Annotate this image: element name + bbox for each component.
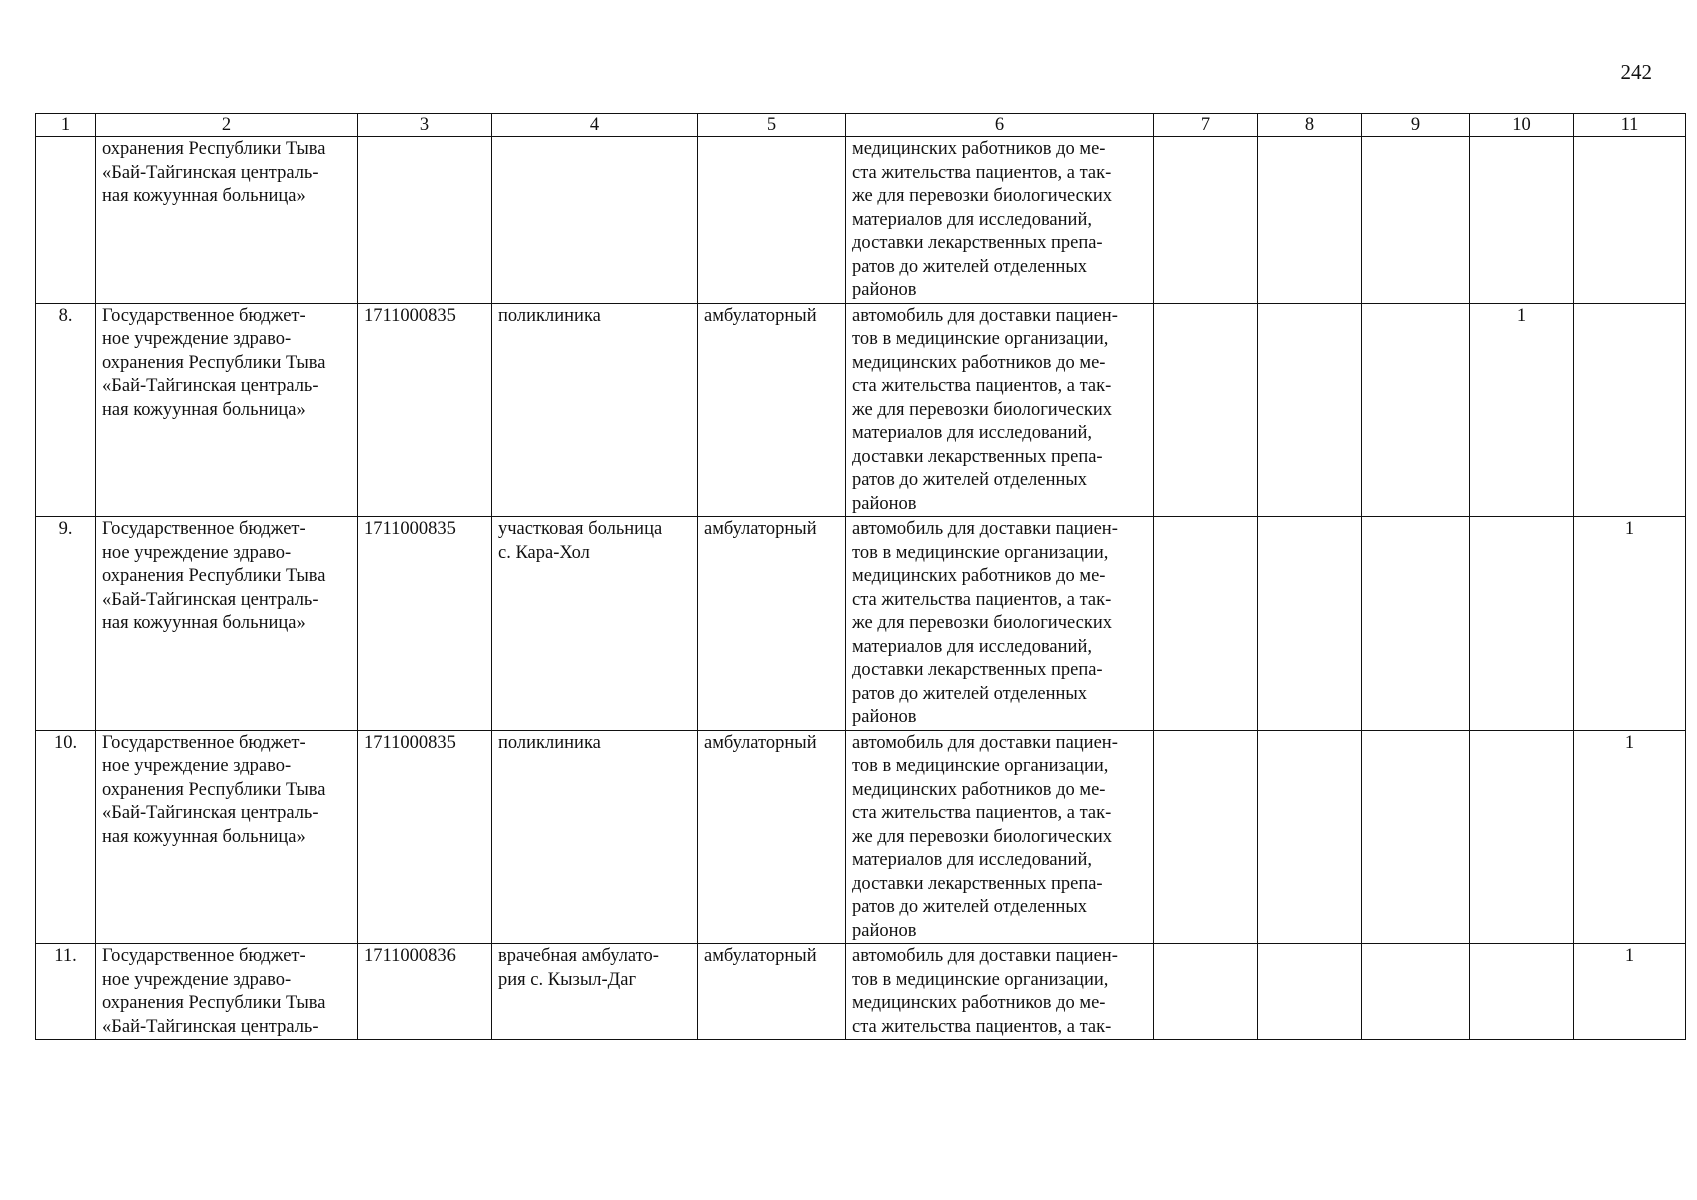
page-number: 242: [1620, 60, 1652, 84]
column-header: 10: [1470, 114, 1574, 137]
count-col-10-cell: [1470, 730, 1574, 944]
column-number-row: [36, 114, 1686, 137]
vehicle-purpose-cell: медицинских работников до ме- ста жительства пациентов, а так- же для перевозки биологических материалов для исследований, доставки лекарственных препа- ратов до жителей отделенных районов: [846, 137, 1154, 304]
column-header: 6: [846, 114, 1154, 137]
count-col-9-cell: [1362, 137, 1470, 304]
count-col-8-cell: [1258, 517, 1362, 731]
count-col-11-cell: 1: [1574, 730, 1686, 944]
row-number-cell: 11.: [36, 944, 96, 1040]
care-type-cell: [698, 137, 846, 304]
count-col-9-cell: [1362, 944, 1470, 1040]
vehicle-purpose-cell: автомобиль для доставки пациен- тов в медицинские организации, медицинских работников до ме- ста жительства пациентов, а так- же для перевозки биологических материалов для исследований, доставки лекарственных препа- ратов до жителей отделенных районов: [846, 303, 1154, 517]
count-col-9-cell: [1362, 303, 1470, 517]
table-row: [36, 137, 1686, 304]
organization-name-cell: Государственное бюджет- ное учреждение здраво- охранения Республики Тыва «Бай-Тайгинская централь- ная кожуунная больница»: [96, 303, 358, 517]
count-col-8-cell: [1258, 137, 1362, 304]
count-col-7-cell: [1154, 137, 1258, 304]
count-col-8-cell: [1258, 730, 1362, 944]
registry-table: [35, 113, 1686, 1040]
column-header: 4: [492, 114, 698, 137]
facility-type-cell: врачебная амбулато- рия с. Кызыл-Даг: [492, 944, 698, 1040]
care-type-cell: амбулаторный: [698, 517, 846, 731]
count-col-7-cell: [1154, 944, 1258, 1040]
column-header: 9: [1362, 114, 1470, 137]
organization-name-cell: охранения Республики Тыва «Бай-Тайгинская централь- ная кожуунная больница»: [96, 137, 358, 304]
inn-code-cell: 1711000835: [358, 517, 492, 731]
organization-name-cell: Государственное бюджет- ное учреждение здраво- охранения Республики Тыва «Бай-Тайгинская централь- ная кожуунная больница»: [96, 517, 358, 731]
column-header: 8: [1258, 114, 1362, 137]
count-col-9-cell: [1362, 730, 1470, 944]
facility-type-cell: [492, 137, 698, 304]
facility-type-cell: поликлиника: [492, 730, 698, 944]
inn-code-cell: 1711000835: [358, 303, 492, 517]
table-row: [36, 730, 1686, 944]
table-row: [36, 303, 1686, 517]
count-col-11-cell: [1574, 303, 1686, 517]
count-col-11-cell: 1: [1574, 944, 1686, 1040]
vehicle-purpose-cell: автомобиль для доставки пациен- тов в медицинские организации, медицинских работников до ме- ста жительства пациентов, а так- же для перевозки биологических материалов для исследований, доставки лекарственных препа- ратов до жителей отделенных районов: [846, 517, 1154, 731]
inn-code-cell: 1711000836: [358, 944, 492, 1040]
column-header: 5: [698, 114, 846, 137]
inn-code-cell: 1711000835: [358, 730, 492, 944]
column-header: 2: [96, 114, 358, 137]
facility-type-cell: поликлиника: [492, 303, 698, 517]
count-col-7-cell: [1154, 303, 1258, 517]
organization-name-cell: Государственное бюджет- ное учреждение здраво- охранения Республики Тыва «Бай-Тайгинская централь- ная кожуунная больница»: [96, 730, 358, 944]
organization-name-cell: Государственное бюджет- ное учреждение здраво- охранения Республики Тыва «Бай-Тайгинская централь-: [96, 944, 358, 1040]
vehicle-purpose-cell: автомобиль для доставки пациен- тов в медицинские организации, медицинских работников до ме- ста жительства пациентов, а так- же для перевозки биологических материалов для исследований, доставки лекарственных препа- ратов до жителей отделенных районов: [846, 730, 1154, 944]
count-col-10-cell: [1470, 944, 1574, 1040]
count-col-11-cell: [1574, 137, 1686, 304]
row-number-cell: [36, 137, 96, 304]
table-row: [36, 944, 1686, 1040]
count-col-10-cell: 1: [1470, 303, 1574, 517]
row-number-cell: 8.: [36, 303, 96, 517]
column-header: 3: [358, 114, 492, 137]
vehicle-purpose-cell: автомобиль для доставки пациен- тов в медицинские организации, медицинских работников до ме- ста жительства пациентов, а так-: [846, 944, 1154, 1040]
row-number-cell: 9.: [36, 517, 96, 731]
count-col-7-cell: [1154, 517, 1258, 731]
row-number-cell: 10.: [36, 730, 96, 944]
care-type-cell: амбулаторный: [698, 944, 846, 1040]
column-header: 1: [36, 114, 96, 137]
column-header: 11: [1574, 114, 1686, 137]
count-col-10-cell: [1470, 517, 1574, 731]
column-header: 7: [1154, 114, 1258, 137]
count-col-9-cell: [1362, 517, 1470, 731]
count-col-10-cell: [1470, 137, 1574, 304]
care-type-cell: амбулаторный: [698, 730, 846, 944]
care-type-cell: амбулаторный: [698, 303, 846, 517]
inn-code-cell: [358, 137, 492, 304]
facility-type-cell: участковая больница с. Кара-Хол: [492, 517, 698, 731]
count-col-7-cell: [1154, 730, 1258, 944]
count-col-11-cell: 1: [1574, 517, 1686, 731]
table-row: [36, 517, 1686, 731]
count-col-8-cell: [1258, 944, 1362, 1040]
count-col-8-cell: [1258, 303, 1362, 517]
